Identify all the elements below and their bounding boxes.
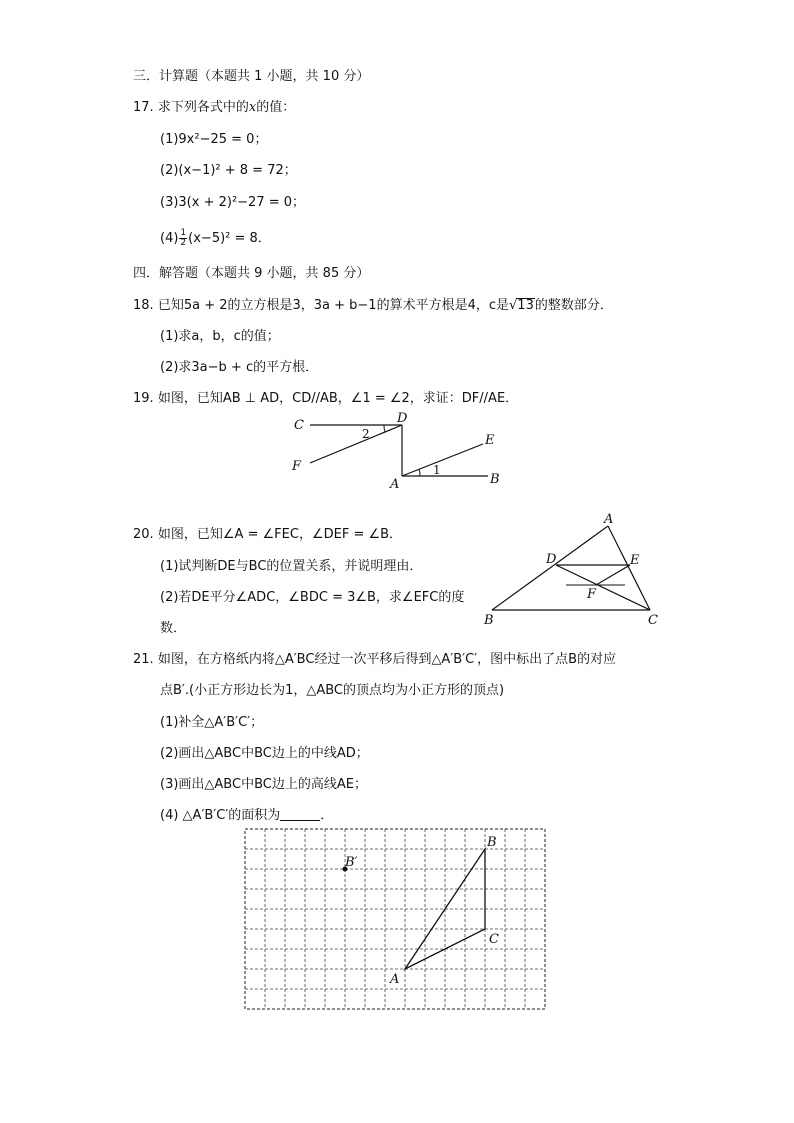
- label-b: B: [487, 835, 497, 850]
- question-number: 18.: [133, 298, 154, 313]
- question-20-part-2: (2)若DE平分∠ADC，∠BDC = 3∠B，求∠EFC的度: [160, 590, 465, 605]
- stem-text: 已知5a + 2的立方根是3，3a + b−1的算术平方根是4，c是: [157, 298, 509, 313]
- question-20-stem: [133, 526, 402, 544]
- label-e: E: [485, 433, 495, 448]
- label-f: F: [587, 587, 597, 602]
- question-21-part-1: (1)补全△A′B′C′；: [160, 715, 264, 730]
- label-c: C: [648, 613, 658, 628]
- question-number: 17.: [133, 100, 154, 115]
- question-17-part-3: (3)3(x + 2)²−27 = 0；: [160, 195, 306, 210]
- stem-text: 求下列各式中的: [157, 100, 249, 115]
- label-d: D: [546, 552, 557, 567]
- question-17-stem: [133, 99, 295, 117]
- stem-text: 如图，已知∠A = ∠FEC，∠DEF = ∠B．: [157, 527, 403, 542]
- segment-ca: [608, 526, 650, 610]
- segment-dc: [556, 565, 650, 610]
- question-17-part-1: (1)9x²−25 = 0；: [160, 132, 268, 147]
- question-21-part-3: (3)画出△ABC中BC边上的高线AE；: [160, 777, 367, 792]
- label-f: F: [292, 459, 302, 474]
- question-19-stem: [133, 390, 518, 408]
- question-number: 19.: [133, 391, 154, 406]
- part-expression: (x−5)² = 8．: [188, 231, 271, 246]
- question-21-stem-cont: 点B′.(小正方形边长为1，△ABC的顶点均为小正方形的顶点): [160, 683, 505, 698]
- label-angle-2: 2: [362, 427, 370, 441]
- question-19-figure: [280, 410, 510, 495]
- label-a: A: [604, 512, 614, 527]
- segment-df: [310, 425, 402, 463]
- question-17-part-2: (2)(x−1)² + 8 = 72；: [160, 163, 297, 178]
- label-angle-1: 1: [433, 463, 441, 477]
- question-21-part-2: (2)画出△ABC中BC边上的中线AD；: [160, 746, 369, 761]
- question-20-part-2-cont: 数．: [160, 621, 187, 636]
- fraction-one-half: $\frac{1}{2}$: [180, 228, 187, 248]
- label-b: B: [484, 613, 494, 628]
- answer-blank[interactable]: [280, 808, 320, 821]
- radicand: 13: [517, 298, 534, 313]
- question-18-stem: [133, 297, 613, 315]
- segment-ef: [596, 565, 630, 585]
- part-text: (4) △A′B′C′的面积为: [160, 808, 281, 823]
- label-b: B: [490, 472, 500, 487]
- label-c: C: [294, 418, 304, 433]
- question-20-figure: [480, 512, 665, 630]
- label-b-prime: B′: [345, 855, 358, 870]
- stem-text: 如图，在方格纸内将△A′BC经过一次平移后得到△A′B′C′，图中标出了点B的对应: [157, 652, 617, 667]
- question-21-part-4: [160, 807, 333, 825]
- section-3-heading: 三．计算题（本题共 1 小题，共 10 分）: [133, 69, 370, 84]
- label-e: E: [630, 553, 640, 568]
- segment-ae: [402, 444, 483, 476]
- question-21-stem: [133, 651, 616, 669]
- part-label: (4): [160, 231, 179, 246]
- label-c: C: [489, 932, 499, 947]
- stem-text: 如图，已知AB ⊥ AD，CD//AB，∠1 = ∠2，求证：DF//AE．: [157, 391, 519, 406]
- variable-x: x: [248, 100, 257, 115]
- part-end: ．: [320, 808, 334, 823]
- question-18-part-1: (1)求a，b，c的值；: [160, 329, 280, 344]
- question-number: 21.: [133, 652, 154, 667]
- sqrt-sign: √: [509, 298, 518, 313]
- section-4-heading: 四．解答题（本题共 9 小题，共 85 分）: [133, 266, 370, 281]
- label-a: A: [390, 477, 400, 492]
- stem-text-end: 的值：: [256, 100, 296, 115]
- label-a: A: [390, 972, 400, 987]
- question-21-grid-figure: [244, 828, 546, 1011]
- question-number: 20.: [133, 527, 154, 542]
- stem-text-end: 的整数部分．: [534, 298, 613, 313]
- question-18-part-2: (2)求3a−b + c的平方根．: [160, 360, 319, 375]
- question-20-part-1: (1)试判断DE与BC的位置关系，并说明理由．: [160, 559, 423, 574]
- angle-1-arc: [419, 469, 420, 476]
- angle-2-arc: [384, 425, 385, 432]
- label-d: D: [397, 411, 408, 426]
- question-17-part-4: [160, 229, 271, 248]
